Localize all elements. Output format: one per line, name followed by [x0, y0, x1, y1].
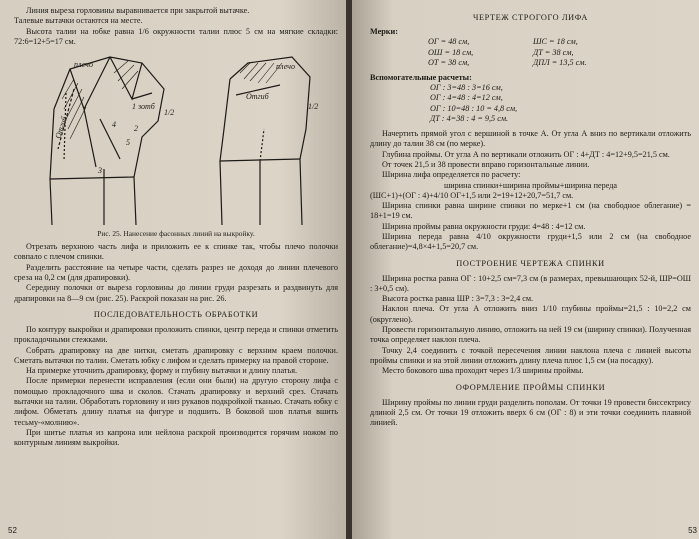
- back-line-3: Наклон плеча. От угла А отложить вниз 1/10 глубины проймы=21,5 : 10=2,2 см (округлено).: [370, 304, 691, 324]
- back-line-4: Провести горизонтальную линию, отложить на ней 19 см (ширину спинки). Полученная точка определяет наклон плеча.: [370, 325, 691, 345]
- right-title: ЧЕРТЕЖ СТРОГОГО ЛИФА: [472, 13, 588, 22]
- draft-line-2: Глубина проймы. От угла А по вертикали отложить ОГ : 4+ДТ : 4=12+9,5=21,5 см.: [382, 149, 670, 159]
- step-3: На примерке уточнить драпировку, форму и глубину вытачки и длину платья.: [26, 366, 298, 376]
- back-line-2: Высота ростка равна ШР : 3=7,3 : 3=2,4 см.: [382, 294, 534, 304]
- back-line-6: Место бокового шва проходит через 1/3 ширины проймы.: [382, 366, 584, 376]
- fig-label-4: 4: [112, 120, 116, 130]
- intro-line-3: Высота талии на юбке равна 1/6 окружности талии плюс 5 см на мягкие складки: 72:6=12+5=17 см.: [14, 26, 338, 46]
- fig-label-zotb: 1 зотб: [132, 102, 155, 112]
- section-title-armhole: ОФОРМЛЕНИЕ ПРОЙМЫ СПИНКИ: [455, 382, 606, 392]
- section-title-sequence: ПОСЛЕДОВАТЕЛЬНОСТЬ ОБРАБОТКИ: [93, 309, 259, 319]
- measure-dpl: ДПЛ = 13,5 см.: [533, 57, 587, 67]
- measures-grid: [428, 37, 638, 68]
- draft-line-4: Ширина лифа определяется по расчету:: [382, 170, 521, 180]
- draft-line-9: Ширина переда равна 4/10 окружности груди+1,5 или 2 см (на свободное облегание)=4,8×4+1,5=20,7 см.: [370, 231, 691, 252]
- armhole-line-1: Ширину проймы по линии груди разделить пополам. От точки 19 провести биссектрису длиной 2,5 см. От точки 19 отложить вверх 6 см (ОГ : 8) и эти точки соединить плавной линией.: [370, 397, 691, 428]
- back-line-1: Ширина ростка равна ОГ : 10+2,5 см=7,3 см (в размерах, превышающих 52-й, ШР=ОШ : 3+0,5 см).: [370, 273, 691, 293]
- aux-grid: [430, 83, 590, 124]
- right-page: [352, 0, 699, 539]
- draft-formula-1: ширина спинки+ширина проймы+ширина переда: [443, 180, 618, 190]
- fig-label-5: 5: [126, 138, 130, 148]
- aux-2: ОГ : 4=48 : 4=12 см,: [430, 93, 503, 103]
- measure-og: ОГ = 48 см,: [428, 37, 470, 47]
- body-para-3: Середину полочки от выреза горловины до линии груди разрезать и раздвинуть для драпировки на 8—9 см (рис. 25). Раскрой показан на рис. 26.: [14, 283, 338, 303]
- draft-line-7: Ширина спинки равна ширине спинки по мерке+1 см (на свободное облегание) = 18+1=19 см.: [370, 201, 691, 221]
- page-number-left: 52: [8, 526, 17, 535]
- fig-label-otgib-2: Отгиб: [246, 92, 269, 102]
- fig-label-2: 2: [134, 124, 138, 134]
- fig-label-otgib-1: Отгиб: [53, 115, 69, 140]
- aux-4: ДТ : 4=38 : 4 = 9,5 см.: [430, 113, 509, 123]
- pattern-figure: [14, 49, 338, 227]
- aux-label: Вспомогательные расчеты:: [370, 72, 472, 82]
- fig-label-shoulder-1: плечо: [74, 60, 93, 70]
- fig-label-3: 3: [98, 166, 102, 176]
- measures-label: Мерки:: [370, 27, 398, 36]
- intro-line-1: Линия выреза горловины выравнивается при закрытой вытачке.: [26, 6, 250, 15]
- step-2: Собрать драпировку на две нитки, сметать драпировку с верхним краем полочки. Сметать вытачки по талии. Сметать юбку с лифом и сделать примерку на правой стороне.: [14, 345, 338, 365]
- body-para-1: Отрезать верхнюю часть лифа и приложить ее к спинке так, чтобы плечо полочки совпало с плечом спинки.: [14, 242, 338, 262]
- body-para-2: Разделить расстояние на четыре части, сделать разрез не доходя до линии плечевого среза на 0,2 см (для драпировки).: [14, 262, 338, 283]
- step-1: По контуру выкройки и драпировки проложить спинки, центр переда и спинки отметить прокладочными стежками.: [14, 324, 338, 345]
- section-title-back: ПОСТРОЕНИЕ ЧЕРТЕЖА СПИНКИ: [456, 258, 605, 268]
- back-line-5: Точку 2,4 соединить с точкой пересечения линии наклона плеча с линией высоты проймы спинки и на этой линии отложить длину плеча плюс 1,5 см (на посадку).: [370, 345, 691, 365]
- aux-1: ОГ : 3=48 : 3=16 см,: [430, 83, 503, 93]
- step-5: При шитье платья из капрона или нейлона раскрой производится горячим ножом по контурным линиям выкройки.: [14, 427, 338, 448]
- draft-line-1: Начертить прямой угол с вершиной в точке А. От угла А вниз по вертикали отложить длину до талии 38 см (по мерке).: [370, 129, 691, 149]
- fig-label-half-2: 1/2: [308, 102, 319, 112]
- page-number-right: 53: [688, 526, 697, 535]
- pattern-drawing: [14, 49, 338, 227]
- draft-line-3: От точек 21,5 и 38 провести вправо горизонтальные линии.: [382, 159, 590, 169]
- measure-ot: ОТ = 38 см,: [428, 57, 470, 67]
- measure-osh: ОШ = 18 см,: [428, 47, 474, 57]
- draft-line-8: Ширина проймы равна окружности груди: 4=48 : 4=12 см.: [382, 221, 586, 231]
- intro-line-2: Талевые вытачки остаются на месте.: [14, 16, 143, 26]
- step-4: После примерки перенести исправления (если они были) на другую сторону лифа с помощью прокладочного шва и сколов. Стачать драпировку и верхний срез. Стачать вытачки на талии. Обработать горловину и низ рукавов подкройкой тканью. Стачать юбку с лифом. Обметать длину платья на фигуре и подшить. В боковой шов платья вшить тесьму-«молнию».: [14, 376, 338, 427]
- aux-3: ОГ : 10=48 : 10 = 4,8 см,: [430, 103, 518, 113]
- figure-caption: Рис. 25. Нанесение фасонных линий на выкройку.: [97, 229, 255, 239]
- measure-dt: ДТ = 38 см,: [533, 47, 574, 57]
- draft-formula-2: (ШС+1)+(ОГ : 4)+4/10 ОГ+1,5 или 2=19+12+20,7=51,7 см.: [370, 190, 574, 200]
- fig-label-half-1: 1/2: [164, 108, 175, 118]
- fig-label-shoulder-2: плечо: [276, 62, 295, 72]
- measure-shs: ШС = 18 см,: [533, 37, 578, 47]
